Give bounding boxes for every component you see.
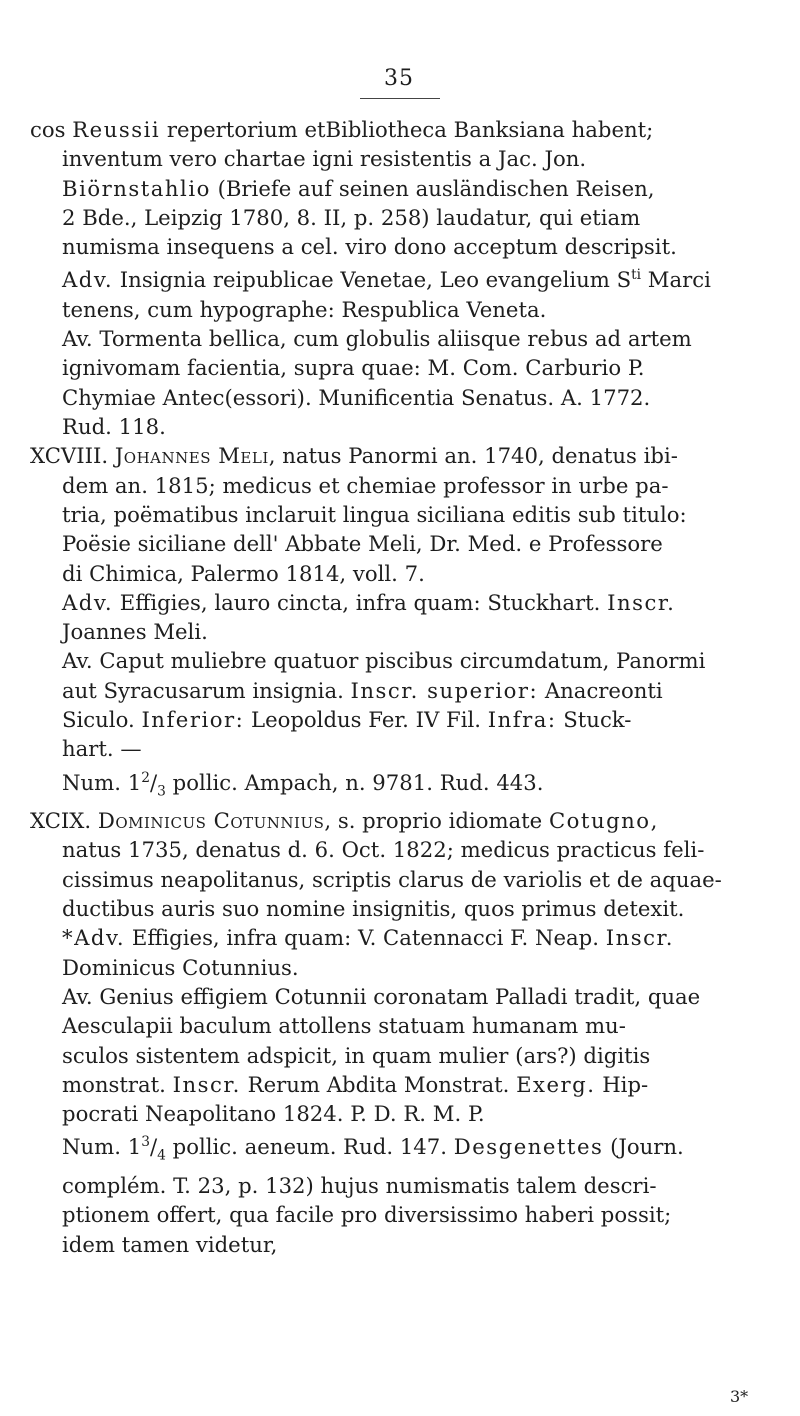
text-line — [30, 174, 775, 203]
text-fragment: / — [150, 1134, 158, 1160]
text-line — [30, 203, 775, 232]
text-fragment: tenens, cum hypographe: Respublica Veneta. — [62, 296, 547, 322]
text-fragment: 2 Bde., Leipzig 1780, 8. II, p. 258) laudatur, qui etiam — [62, 204, 641, 230]
text-fragment: Num. 1 — [62, 1134, 142, 1160]
body-text — [30, 115, 775, 1259]
text-fragment: Num. 1 — [62, 769, 142, 795]
text-line — [30, 353, 775, 382]
text-fragment: pollic. Ampach, n. 9781. Rud. 443. — [165, 769, 544, 795]
text-fragment: Anacreonti — [538, 677, 663, 703]
text-line — [30, 1011, 775, 1040]
text-fragment: pocrati Neapolitano 1824. P. D. R. M. P. — [62, 1101, 485, 1127]
text-fragment: Effigies, infra quam: V. Catennacci F. Neap. — [125, 925, 606, 951]
text-fragment: pollic. aeneum. Rud. 147. — [165, 1134, 454, 1160]
text-fragment: dem an. 1815; medicus et chemiae professor in urbe pa- — [62, 472, 669, 498]
text-fragment: monstrat. — [62, 1071, 173, 1097]
text-fragment: Insignia reipublicae Venetae, Leo evangelium S — [113, 267, 632, 293]
text-fragment: Johannes Meli — [114, 443, 269, 469]
text-line — [30, 383, 775, 412]
text-fragment: ignivomam facientia, supra quae: M. Com. Carburio P. — [62, 355, 645, 381]
text-line — [30, 835, 775, 864]
signature-mark: 3* — [730, 1387, 749, 1406]
text-fragment: 3 — [141, 1134, 150, 1151]
text-fragment: natus 1735, denatus d. 6. Oct. 1822; medicus practicus feli- — [62, 837, 705, 863]
text-fragment: 3 — [157, 782, 166, 799]
text-fragment: Chymiae Antec(essori). Munificentia Senatus. A. 1772. — [62, 384, 651, 410]
text-fragment: ductibus auris suo nomine insignitis, quos primus detexit. — [62, 896, 685, 922]
text-line — [30, 115, 775, 144]
text-line — [30, 646, 775, 675]
text-line — [30, 588, 775, 617]
text-fragment: cos — [30, 117, 73, 142]
text-line — [30, 529, 775, 558]
text-fragment: Rerum Abdita Monstrat. — [240, 1071, 517, 1097]
text-fragment: Dominicus Cotunnius — [97, 808, 325, 834]
text-line — [30, 865, 775, 894]
text-fragment: Adv. — [62, 267, 114, 293]
text-line — [30, 295, 775, 324]
text-fragment: Inscr. — [605, 925, 675, 951]
text-fragment: cissimus neapolitanus, scriptis clarus de variolis et de aquae- — [62, 866, 722, 892]
text-fragment: 4 — [157, 1147, 166, 1164]
text-fragment: XCVIII. — [30, 443, 115, 469]
text-line — [30, 559, 775, 588]
text-fragment: inventum vero chartae igni resistentis a Jac. Jon. — [62, 146, 587, 172]
text-fragment: Inscr. — [172, 1071, 241, 1097]
text-fragment: ptionem offert, qua facile pro diversissimo haberi possit; — [62, 1202, 672, 1228]
text-fragment: Av. Tormenta bellica, cum globulis aliisque rebus ad artem — [62, 326, 692, 352]
text-fragment: Inferior: — [141, 707, 245, 732]
text-fragment: Av. Genius effigiem Cotunnii coronatam Palladi tradit, quae — [62, 983, 701, 1009]
text-fragment: tria, poëmatibus inclaruit lingua siciliana editis sub titulo: — [62, 501, 687, 527]
text-fragment: Hip- — [595, 1071, 649, 1097]
text-line — [30, 500, 775, 529]
text-fragment: / — [150, 769, 158, 795]
text-line — [30, 1041, 775, 1070]
text-fragment: , natus Panormi an. 1740, denatus ibi- — [268, 443, 678, 469]
text-line — [30, 1200, 775, 1229]
text-fragment: Aesculapii baculum attollens statuam humanam mu- — [62, 1013, 626, 1039]
text-fragment: repertorium etBibliotheca Banksiana habent; — [160, 117, 654, 142]
text-fragment: Desgenettes — [453, 1134, 604, 1160]
text-fragment: Effigies, lauro cincta, infra quam: Stuckhart. — [113, 589, 608, 615]
text-fragment: Stuck- — [556, 707, 632, 732]
text-fragment: Leopoldus Fer. IV Fil. — [244, 707, 488, 732]
text-line — [30, 953, 775, 982]
text-line — [30, 982, 775, 1011]
text-line — [30, 806, 775, 835]
text-line — [30, 441, 775, 470]
text-fragment: Marci — [641, 267, 711, 293]
text-line — [30, 1070, 775, 1099]
text-line — [30, 894, 775, 923]
text-fragment: Exerg. — [516, 1071, 596, 1097]
text-line — [30, 412, 775, 441]
text-fragment: (Briefe auf seinen ausländischen Reisen, — [210, 175, 655, 201]
text-fragment: aut Syracusarum insignia. — [62, 677, 351, 703]
text-fragment: , — [650, 808, 658, 834]
text-fragment: *Adv. — [62, 925, 126, 951]
text-line — [30, 1099, 775, 1128]
text-fragment: Poësie siciliane dell' Abbate Meli, Dr. Med. e Professore — [62, 531, 663, 557]
text-line — [30, 324, 775, 353]
text-fragment: XCIX. — [30, 808, 98, 834]
text-fragment: Inscr. — [607, 589, 676, 615]
text-fragment: Cotugno — [548, 808, 651, 834]
text-fragment: complém. T. 23, p. 132) hujus numismatis talem descri- — [62, 1173, 657, 1199]
text-line — [30, 705, 775, 734]
text-fragment: hart. — — [62, 736, 142, 762]
text-fragment: (Journ. — [603, 1134, 684, 1160]
text-fragment: Biörnstahlio — [62, 175, 211, 201]
text-line — [30, 471, 775, 500]
text-fragment: 2 — [141, 769, 150, 786]
text-line — [30, 1128, 775, 1171]
text-line — [30, 734, 775, 763]
text-fragment: sculos sistentem adspicit, in quam mulier (ars?) digitis — [62, 1042, 651, 1068]
text-fragment: Adv. — [62, 589, 114, 615]
text-fragment: Siculo. — [62, 707, 142, 732]
text-fragment: Dominicus Cotunnius. — [62, 954, 299, 980]
text-fragment: Inscr. superior: — [350, 677, 539, 703]
text-line — [30, 261, 775, 294]
text-fragment: , s. proprio idiomate — [324, 808, 549, 834]
text-line — [30, 764, 775, 807]
page-number-rule — [360, 98, 440, 99]
text-line — [30, 144, 775, 173]
text-line — [30, 676, 775, 705]
text-fragment: Av. Caput muliebre quatuor piscibus circumdatum, Panormi — [62, 648, 706, 674]
text-line — [30, 232, 775, 261]
text-fragment: Joannes Meli. — [62, 619, 208, 645]
text-line — [30, 1230, 775, 1259]
text-fragment: Rud. 118. — [62, 414, 166, 440]
text-fragment: Infra: — [487, 707, 557, 732]
text-fragment: idem tamen videtur, — [62, 1231, 278, 1257]
text-fragment: numisma insequens a cel. viro dono acceptum descripsit. — [62, 234, 677, 260]
text-fragment: di Chimica, Palermo 1814, voll. 7. — [62, 560, 425, 586]
text-line — [30, 617, 775, 646]
text-fragment: Reussii — [72, 117, 161, 142]
text-fragment: ti — [631, 267, 642, 284]
text-line — [30, 1171, 775, 1200]
page-number: 35 — [384, 66, 414, 91]
text-line — [30, 923, 775, 952]
